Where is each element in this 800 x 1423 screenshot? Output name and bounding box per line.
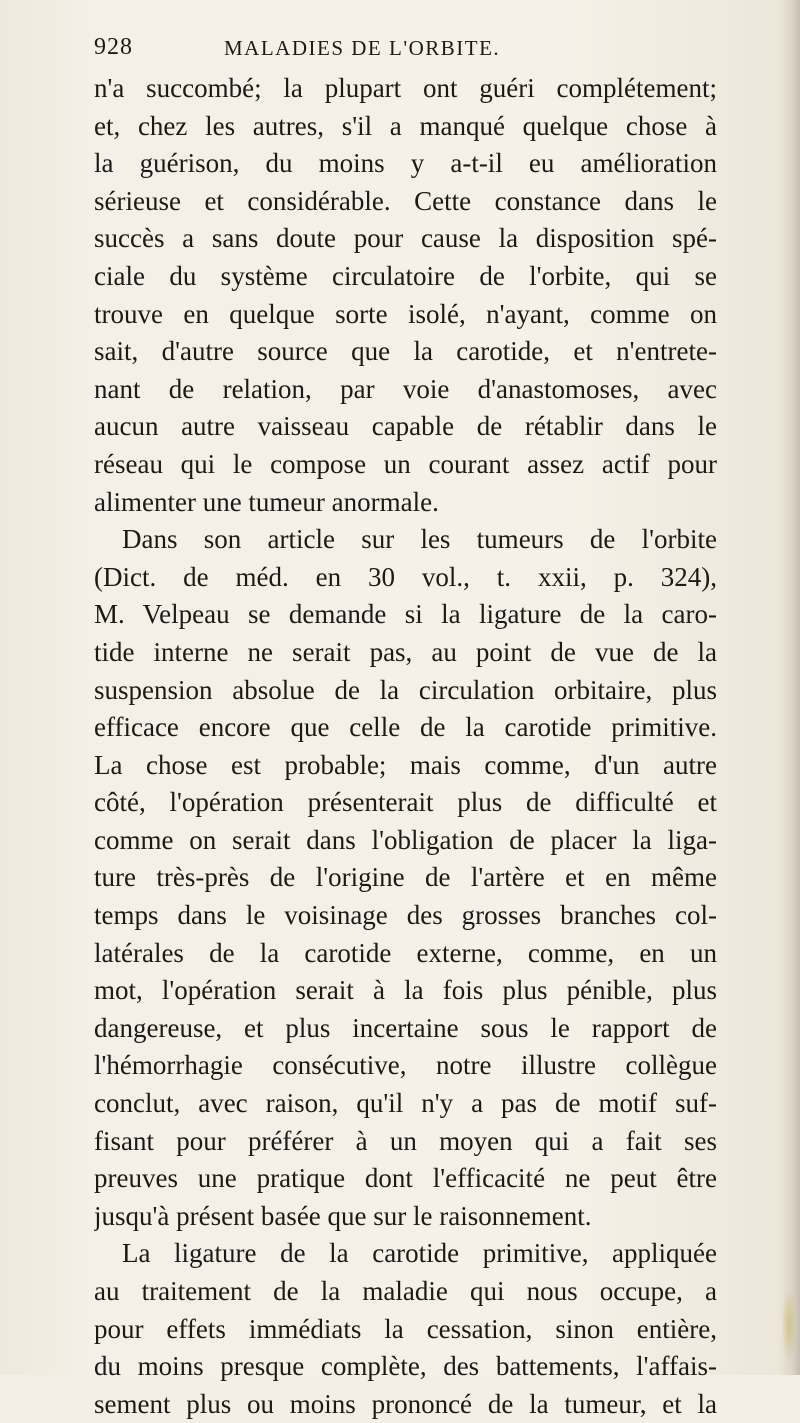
text-line: pour effets immédiats la cessation, sinon entière, (94, 1313, 717, 1344)
text-line: latérales de la carotide externe, comme, en un (94, 937, 717, 968)
text-line: la guérison, du moins y a-t-il eu amélioration (94, 148, 717, 179)
text-line: alimenter une tumeur anormale. (94, 486, 439, 517)
text-line: au traitement de la maladie qui nous occupe, a (94, 1276, 717, 1306)
text-line: sait, d'autre source que la carotide, et n'entrete- (94, 336, 717, 367)
text-line: temps dans le voisinage des grosses branches col- (94, 900, 717, 931)
text-line: dangereuse, et plus incertaine sous le rapport de (94, 1012, 717, 1043)
text-line: fisant pour préférer à un moyen qui a fait ses (94, 1125, 717, 1156)
body-text (94, 70, 717, 1423)
text-line: efficace encore que celle de la carotide primitive. (94, 712, 717, 743)
text-line: tide interne ne serait pas, au point de vue de la (94, 636, 717, 667)
text-line: aucun autre vaisseau capable de rétablir dans le (94, 411, 717, 442)
text-line: succès a sans doute pour cause la disposition spé- (94, 223, 717, 254)
page-header (94, 34, 714, 64)
text-line: nant de relation, par voie d'anastomoses, avec (94, 373, 717, 404)
text-line: ture très-près de l'origine de l'artère et en même (94, 862, 717, 893)
page-number: 928 (94, 34, 133, 60)
text-line: ciale du système circulatoire de l'orbite, qui se (94, 260, 717, 291)
text-line: La chose est probable; mais comme, d'un autre (94, 749, 717, 780)
running-title: MALADIES DE L'ORBITE. (224, 36, 501, 60)
citation-line: (Dict. de méd. en 30 vol., t. xxii, p. 324), (94, 561, 717, 592)
text-line: côté, l'opération présenterait plus de difficulté et (94, 787, 717, 818)
text-line: réseau qui le compose un courant assez actif pour (94, 448, 717, 479)
text-line: n'a succombé; la plupart ont guéri complétement; (94, 73, 717, 103)
text-line: suspension absolue de la circulation orbitaire, plus (94, 674, 717, 705)
text-line: comme on serait dans l'obligation de placer la liga- (94, 824, 717, 855)
page-edge-stain (782, 1290, 796, 1360)
text-line: l'hémorrhagie consécutive, notre illustre collègue (94, 1050, 717, 1081)
paragraph-start-line: La ligature de la carotide primitive, appliquée (122, 1238, 717, 1269)
text-line: mot, l'opération serait à la fois plus pénible, plus (94, 975, 717, 1006)
paragraph-start-line: Dans son article sur les tumeurs de l'orbite (122, 524, 717, 555)
text-line: jusqu'à présent basée que sur le raisonnement. (94, 1200, 592, 1231)
text-line: du moins presque complète, des battements, l'affais- (94, 1351, 717, 1382)
text-line: preuves une pratique dont l'efficacité ne peut être (94, 1163, 717, 1194)
text-line: et, chez les autres, s'il a manqué quelque chose à (94, 110, 717, 141)
text-line: sérieuse et considérable. Cette constance dans le (94, 185, 717, 216)
text-line: sement plus ou moins prononcé de la tumeur, et la (94, 1388, 717, 1419)
text-line: conclut, avec raison, qu'il n'y a pas de motif suf- (94, 1088, 717, 1119)
page-edge-shadow (778, 0, 800, 1375)
text-line: M. Velpeau se demande si la ligature de la caro- (94, 599, 717, 630)
text-line: trouve en quelque sorte isolé, n'ayant, comme on (94, 298, 717, 329)
